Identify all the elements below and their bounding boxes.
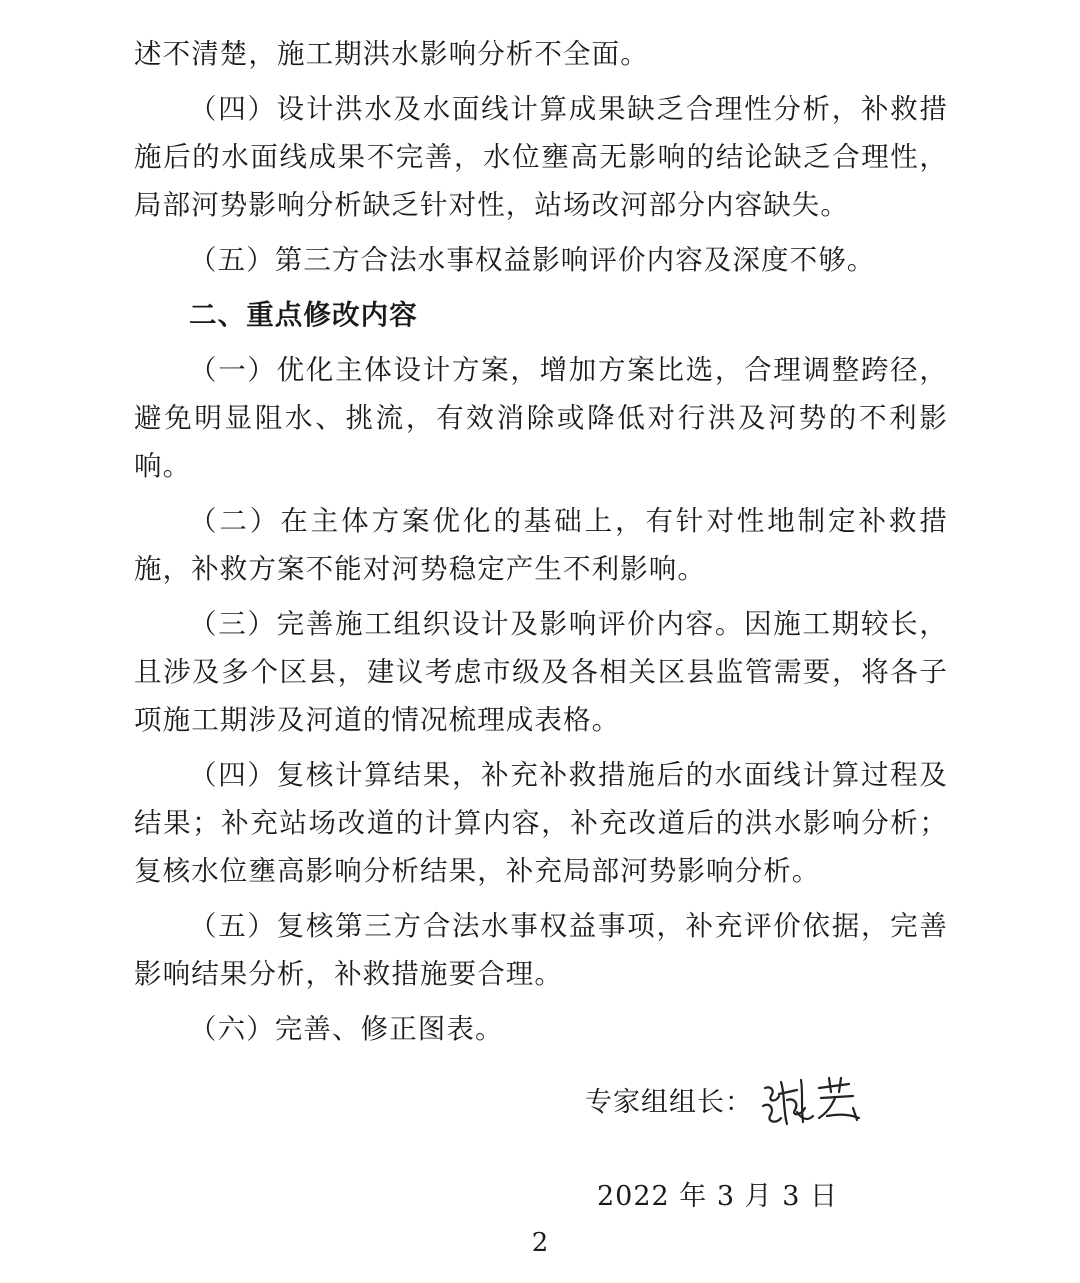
revision-item-3 [134, 600, 948, 744]
revision-text: （四）复核计算结果，补充补救措施后的水面线计算过程及结果；补充站场改道的计算内容，补充改道后的洪水影响分析；复核水位壅高影响分析结果，补充局部河势影响分析。 [134, 759, 948, 887]
section-heading: 二、重点修改内容 [189, 299, 418, 331]
revision-item-5 [134, 902, 948, 998]
paragraph-text: 述不清楚，施工期洪水影响分析不全面。 [134, 38, 649, 70]
document-date: 2022 年 3 月 3 日 [597, 1181, 838, 1212]
paragraph-problem-4 [134, 85, 948, 229]
revision-text: （六）完善、修正图表。 [189, 1013, 504, 1045]
paragraph-problem-5 [134, 236, 948, 284]
revision-text: （五）复核第三方合法水事权益事项，补充评价依据，完善影响结果分析，补救措施要合理。 [134, 910, 948, 990]
paragraph-text: （四）设计洪水及水面线计算成果缺乏合理性分析，补救措施后的水面线成果不完善，水位壅高无影响的结论缺乏合理性，局部河势影响分析缺乏针对性，站场改河部分内容缺失。 [134, 93, 948, 221]
revision-text: （一）优化主体设计方案，增加方案比选，合理调整跨径，避免明显阻水、挑流，有效消除或降低对行洪及河势的不利影响。 [134, 354, 948, 482]
revision-item-6 [134, 1005, 948, 1053]
revision-item-2 [134, 497, 948, 593]
revision-item-1 [134, 346, 948, 490]
signature-label: 专家组组长： [585, 1087, 753, 1118]
revision-item-4 [134, 751, 948, 895]
document-body [134, 30, 948, 1060]
paragraph-text: （五）第三方合法水事权益影响评价内容及深度不够。 [189, 244, 876, 276]
signature-block [585, 1072, 905, 1132]
handwritten-signature [757, 1072, 867, 1132]
revision-text: （三）完善施工组织设计及影响评价内容。因施工期较长，且涉及多个区县，建议考虑市级及各相关区县监管需要，将各子项施工期涉及河道的情况梳理成表格。 [134, 608, 948, 736]
page-number: 2 [531, 1228, 549, 1258]
paragraph-continuation [134, 30, 948, 78]
revision-text: （二）在主体方案优化的基础上，有针对性地制定补救措施，补救方案不能对河势稳定产生不利影响。 [134, 505, 948, 585]
